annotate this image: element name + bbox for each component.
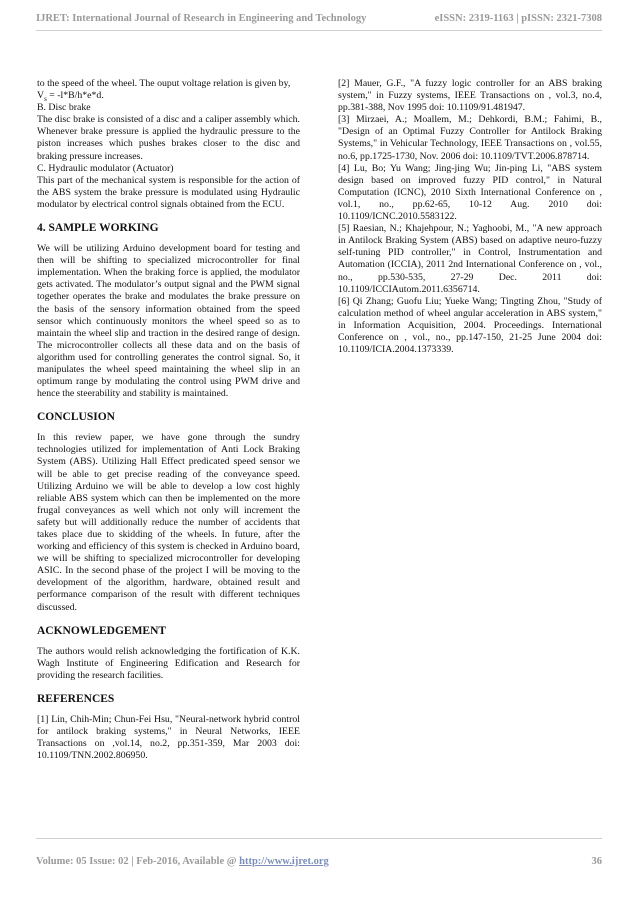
reference-4: [4] Lu, Bo; Yu Wang; Jing-jing Wu; Jin-ping Li, "ABS system design based on improved fuzzy PID control," in Natural Computation (ICNC), 2010 Sixth International Conference on , vol.1, no., pp.62-65, 10-12 Aug. 2010 doi: 10.1109/ICNC.2010.5583122.: [338, 162, 602, 223]
acknowledgement-text: The authors would relish acknowledging the fortification of K.K. Wagh Institute of Engineering Edification and Research for providing the research facilities.: [37, 645, 300, 681]
subheading-hydraulic-modulator: C. Hydraulic modulator (Actuator): [37, 162, 174, 174]
footer-volume: [36, 856, 329, 867]
footer-url-link[interactable]: http://www.ijret.org: [239, 856, 329, 867]
voltage-equation: [37, 90, 300, 102]
page-header: [36, 13, 602, 35]
section-heading-references: REFERENCES: [37, 692, 115, 705]
equation-body: = -l*B/h*e*d.: [46, 90, 104, 102]
right-column: [338, 78, 602, 356]
reference-1: [1] Lin, Chih-Min; Chun-Fei Hsu, "Neural-network hybrid control for antilock braking systems," in Neural Networks, IEEE Transactions on ,vol.14, no.2, pp.351-359, Mar 2003 doi: 10.1109/TNN.2002.806950.: [37, 713, 300, 762]
conclusion-text: In this review paper, we have gone through the sundry technologies utilized for implementation of Anti Lock Braking System (ABS). Utilizing Hall Effect predicated speed sensor we will be able to get precise reading of the conveyance speed. Utilizing Arduino we will be able to develop a low cost highly reliable ABS system which can then be implemented on the more frugal conveyances as well which not only will increment the safety but will additionally reduce the number of accidents that takes place due to skidding of the wheels. In future, after the working and efficiency of this system is checked in Arduino board, we will be shifting to specialized microcontroller for developing ASIC. In the second phase of the project I will be moving to the development of the algorithm, hardware, obtained result and performance comparison of the result with different techniques discussed.: [37, 432, 300, 613]
page-number: 36: [591, 856, 602, 867]
footer-volume-text: Volume: 05 Issue: 02 | Feb-2016, Available @: [36, 856, 240, 867]
reference-2: [2] Mauer, G.F., "A fuzzy logic controller for an ABS braking system," in Fuzzy systems, IEEE Transactions on , vol.3, no.4, pp.381-388, Nov 1995 doi: 10.1109/91.481947.: [338, 78, 602, 114]
footer-rule: [36, 838, 602, 839]
reference-6: [6] Qi Zhang; Guofu Liu; Yueke Wang; Tingting Zhou, "Study of calculation method of wheel angular acceleration in ABS system," in Information Acquisition, 2004. Proceedings. International Conference on , vol., no., pp.147-150, 21-25 June 2004 doi: 10.1109/ICIA.2004.1373339.: [338, 295, 602, 356]
left-column: [37, 78, 300, 762]
sample-working-text: We will be utilizing Arduino development board for testing and then will be shifting to specialized microcontroller for final implementation. When the braking force is applied, the modulator gets activated. The modulator’s output signal and the PWM signal together operates the brake and modulates the brake pressure on the basis of the sensory information obtained from the speed sensor which continuously monitors the wheel speed so as to maintain the wheel slip and traction in the desired range of design. The microcontroller collects all these data and on the basis of algorithm used for controlling generates the control signal. So, it manipulates the wheel speed maintaining the wheel slip in an optimum range by modulating the control using PWM drive and hence the steerability and stability is maintained.: [37, 243, 300, 400]
subheading-disc-brake: B. Disc brake: [37, 102, 91, 114]
issn-line: eISSN: 2319-1163 | pISSN: 2321-7308: [434, 13, 602, 24]
reference-5: [5] Raesian, N.; Khajehpour, N.; Yaghoobi, M., "A new approach in Antilock Braking System (ABS) based on adaptive neuro-fuzzy self-tuning PID controller," in Control, Instrumentation and Automation (ICCIA), 2011 2nd International Conference on , vol., no., pp.530-535, 27-29 Dec. 2011 doi: 10.1109/ICCIAutom.2011.6356714.: [338, 223, 602, 295]
page-footer: [36, 856, 602, 872]
reference-3: [3] Mirzaei, A.; Moallem, M.; Dehkordi, B.M.; Fahimi, B., "Design of an Optimal Fuzzy Controller for Antilock Braking Systems," in Vehicular Technology, IEEE Transactions on , vol.55, no.6, pp.1725-1730, Nov. 2006 doi: 10.1109/TVT.2006.878714.: [338, 114, 602, 162]
hydraulic-modulator-text: This part of the mechanical system is responsible for the action of the ABS system the brake pressure is modulated using Hydraulic modulator by electrical control signals obtained from the ECU.: [37, 174, 300, 210]
section-heading-acknowledgement: ACKNOWLEDGEMENT: [37, 624, 167, 637]
section-heading-sample-working: 4. SAMPLE WORKING: [37, 222, 159, 235]
header-rule: [36, 30, 602, 31]
journal-title: IJRET: International Journal of Research in Engineering and Technology: [36, 13, 367, 24]
section-heading-conclusion: CONCLUSION: [37, 411, 115, 424]
intro-line-1: to the speed of the wheel. The ouput voltage relation is given by,: [37, 78, 291, 89]
equation-subscript: s: [44, 95, 47, 104]
disc-brake-text: The disc brake is consisted of a disc and a caliper assembly which. Whenever brake pressure is applied the hydraulic pressure to the piston increases which pushes brakes closer to the disc and braking pressure increases.: [37, 114, 300, 162]
equation-symbol: V: [37, 90, 45, 102]
